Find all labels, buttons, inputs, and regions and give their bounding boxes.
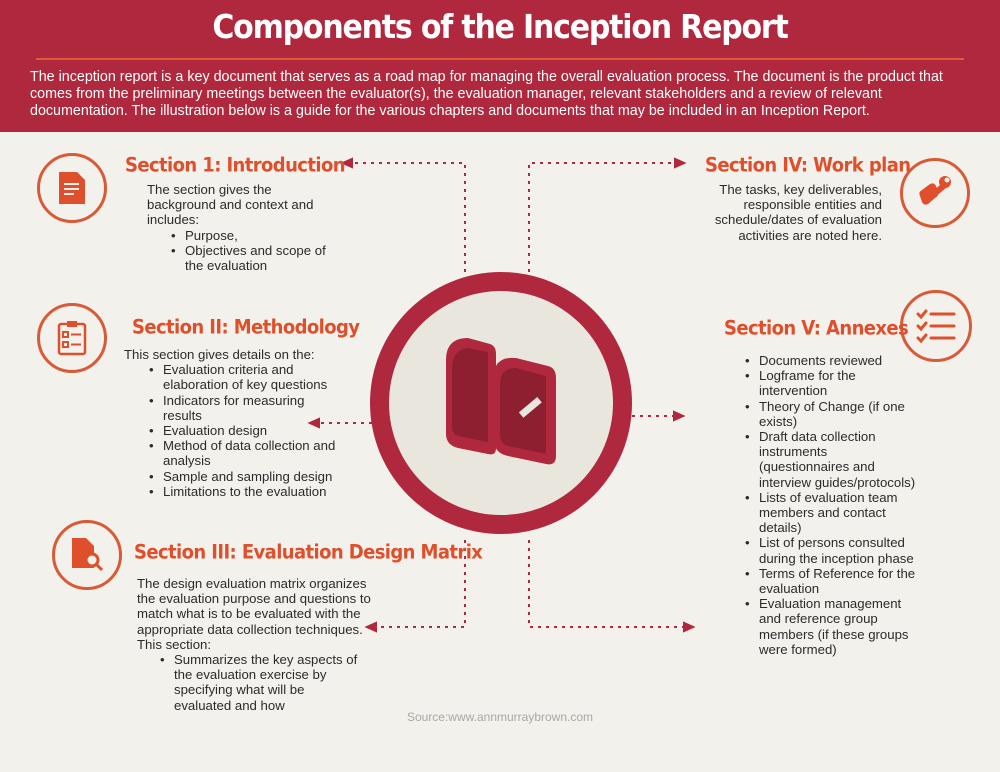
section-2-body	[124, 347, 344, 499]
section-1-list	[169, 228, 337, 274]
intro-paragraph: The inception report is a key document that serves as a road map for managing the overall evaluation process. The document is the product that comes from the preliminary meetings between the evaluator(s), the evaluation manager, relevant stakeholders and a review of relevant documentation. The illustration below is a guide for the various chapters and documents that may be included in an Inception Report.	[30, 69, 943, 119]
list-item: • Purpose,	[169, 228, 337, 243]
list-item: • Theory of Change (if one exists)	[743, 399, 918, 429]
clipboard-checklist-icon	[57, 320, 87, 356]
section-5-list	[743, 353, 918, 657]
list-item: • Evaluation design	[147, 423, 337, 438]
list-item: • Lists of evaluation team members and contact details)	[743, 490, 918, 536]
section-5-title: Section V: Annexes	[724, 316, 909, 341]
list-item: • Summarizes the key aspects of the evaluation exercise by specifying what will be evaluated and how	[158, 652, 358, 713]
section-3-text: The design evaluation matrix organizes the evaluation purpose and questions to match what is to be evaluated with the appropriate data collection techniques. This section:	[137, 576, 371, 652]
section-1-icon-circle	[37, 153, 107, 223]
section-3-body	[137, 576, 372, 713]
page-title: Components of the Inception Report	[212, 8, 788, 47]
list-item: • Sample and sampling design	[147, 469, 337, 484]
list-item: • Evaluation criteria and elaboration of key questions	[147, 362, 337, 392]
list-item: • Method of data collection and analysis	[147, 438, 337, 468]
section-3-title: Section III: Evaluation Design Matrix	[134, 540, 483, 565]
list-item: • List of persons consulted during the inception phase	[743, 535, 918, 565]
section-2-text: This section gives details on the:	[124, 347, 315, 362]
file-search-icon	[70, 538, 104, 572]
section-4-icon-circle	[900, 158, 970, 228]
section-2-list	[147, 362, 337, 499]
list-item: • Evaluation management and reference group members (if these groups were formed)	[743, 596, 918, 657]
wrench-hand-icon	[916, 174, 954, 212]
list-item: • Documents reviewed	[743, 353, 918, 368]
list-item: • Indicators for measuring results	[147, 393, 337, 423]
section-1-title: Section 1: Introduction	[125, 153, 345, 178]
section-2-title: Section II: Methodology	[132, 315, 360, 340]
section-5-icon-circle	[900, 290, 972, 362]
section-3-icon-circle	[52, 520, 122, 590]
section-2-icon-circle	[37, 303, 107, 373]
list-item: • Draft data collection instruments (questionnaires and interview guides/protocols)	[743, 429, 918, 490]
list-item: • Logframe for the intervention	[743, 368, 918, 398]
section-4-text: The tasks, key deliverables, responsible entities and schedule/dates of evaluation activities are noted here.	[714, 182, 882, 243]
connector-s4	[529, 163, 681, 272]
section-4-title: Section IV: Work plan	[705, 153, 911, 178]
connector-s1	[346, 163, 465, 272]
section-1-body	[147, 182, 337, 273]
section-5-body	[743, 353, 918, 657]
list-item: • Limitations to the evaluation	[147, 484, 337, 499]
connector-s5-lower	[529, 540, 690, 627]
center-circle	[370, 272, 632, 534]
section-3-list	[158, 652, 358, 713]
checklist-icon	[916, 308, 956, 344]
books-icon	[438, 330, 568, 470]
document-icon	[59, 172, 85, 204]
list-item: • Terms of Reference for the evaluation	[743, 566, 918, 596]
section-1-text: The section gives the background and context and includes:	[147, 182, 314, 228]
list-item: • Objectives and scope of the evaluation	[169, 243, 337, 273]
source-credit: Source:www.annmurraybrown.com	[406, 710, 594, 724]
